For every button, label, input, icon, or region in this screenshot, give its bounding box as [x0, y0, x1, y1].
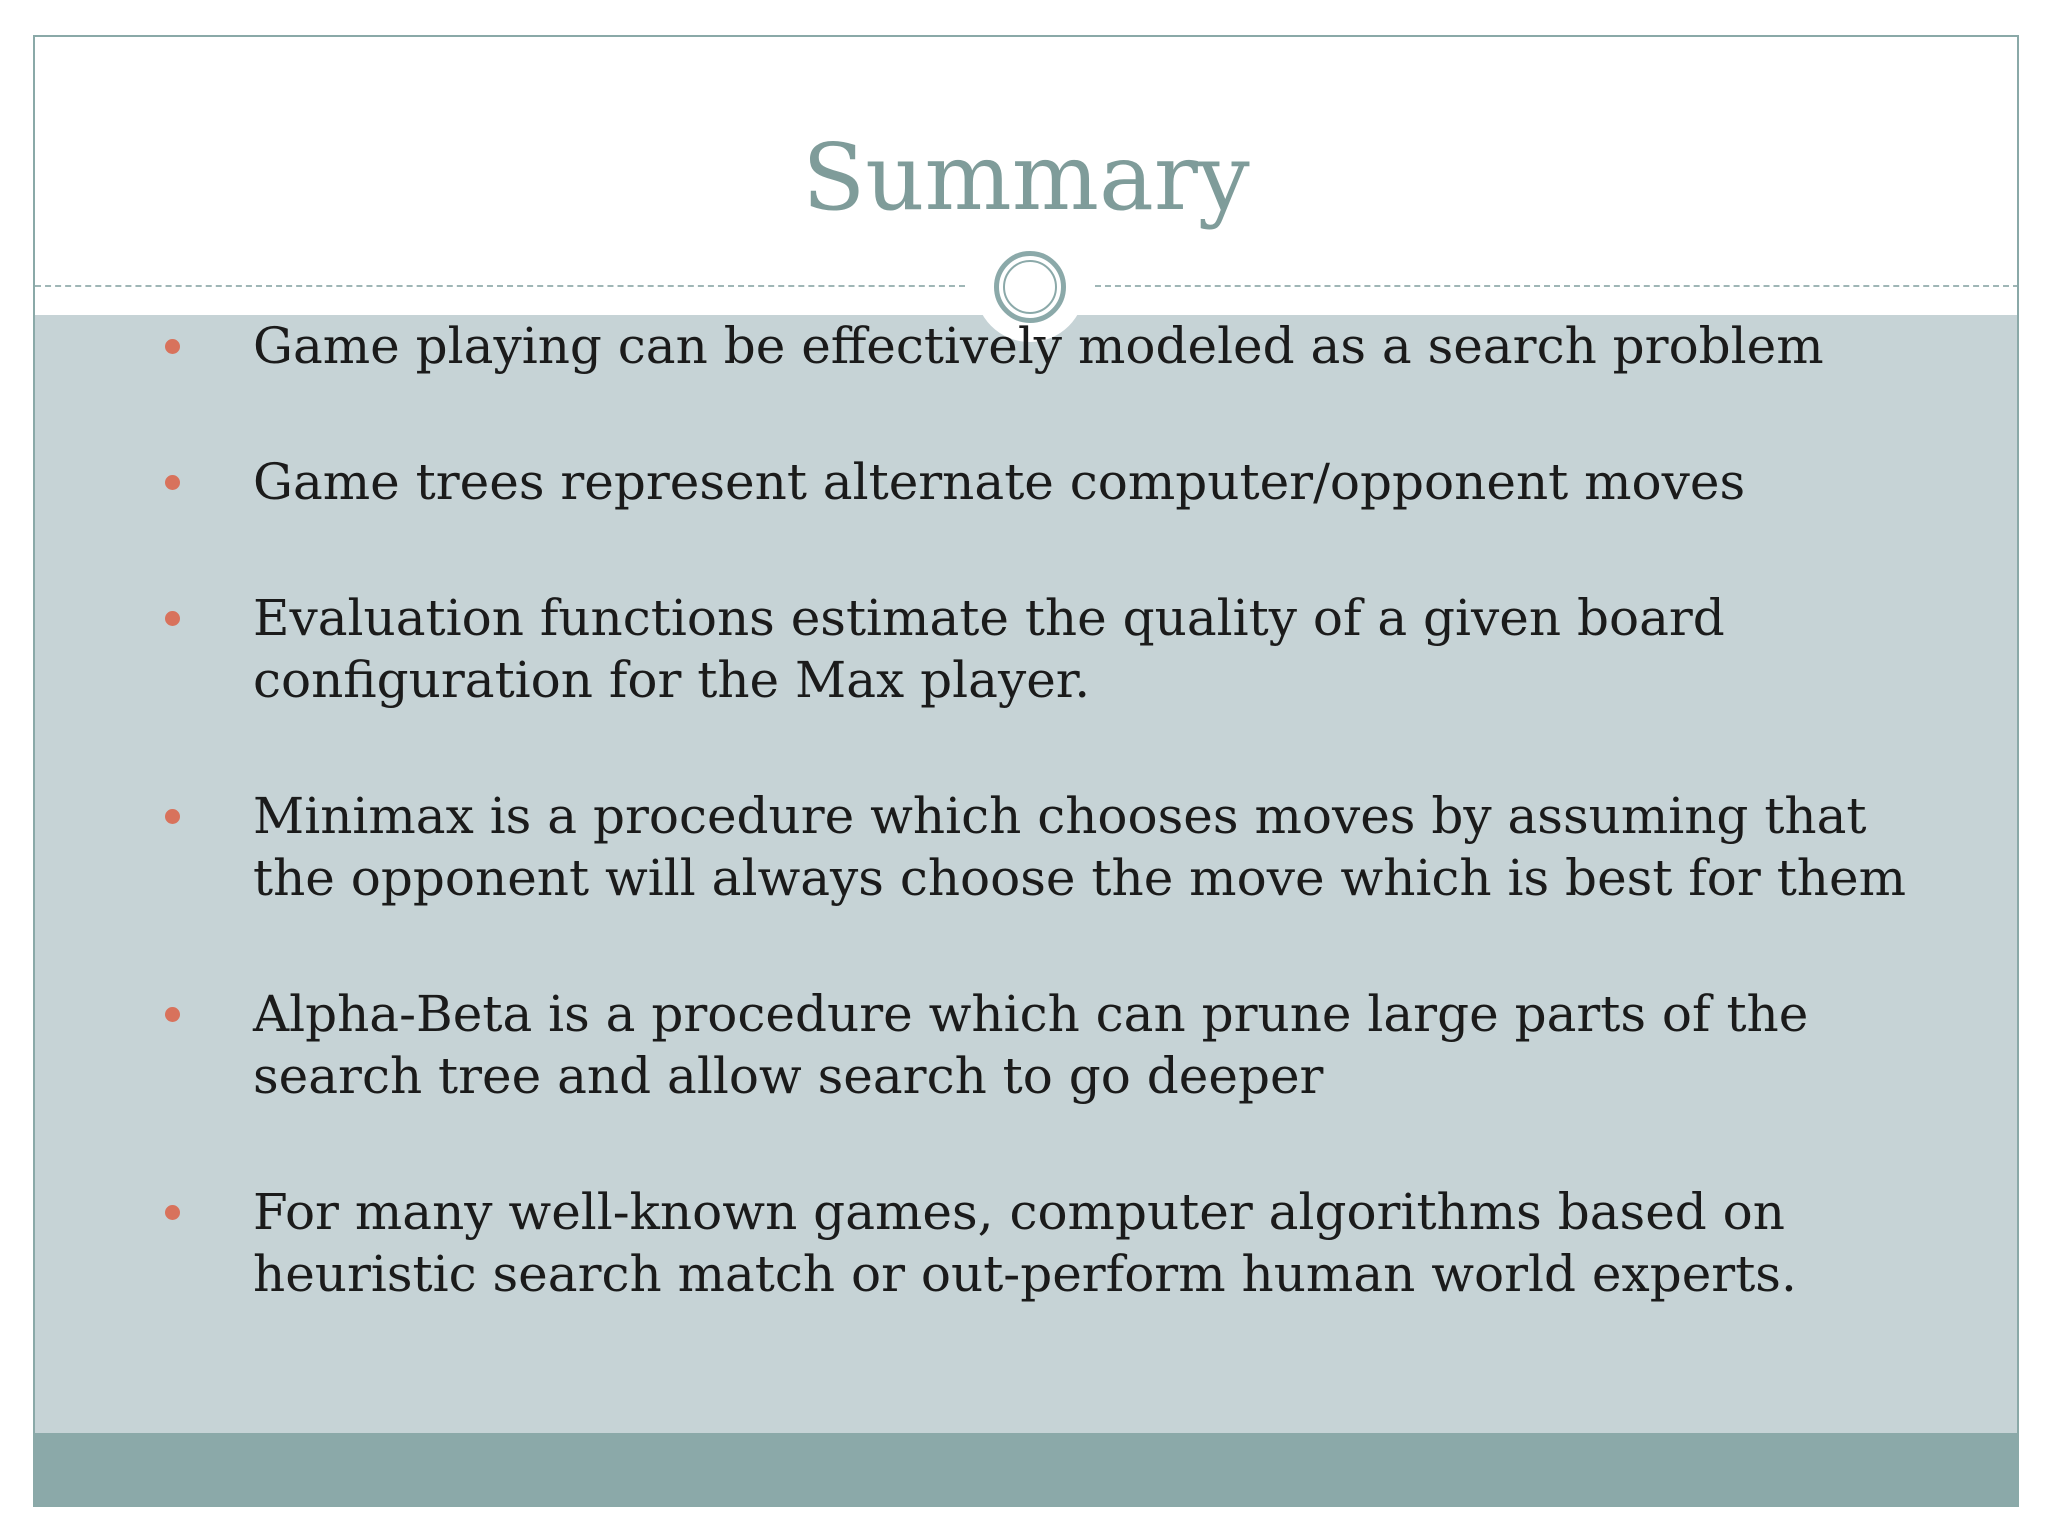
list-item	[165, 587, 1945, 711]
ring-ornament-icon	[994, 251, 1066, 323]
bullet-text: Game playing can be effectively modeled as a search problem	[253, 317, 1824, 375]
title-divider-left	[35, 285, 965, 287]
dot-bullet-icon	[165, 1205, 180, 1220]
dot-bullet-icon	[165, 611, 180, 626]
dot-bullet-icon	[165, 475, 180, 490]
list-item	[165, 315, 1945, 377]
slide-title: Summary	[802, 124, 1250, 231]
list-item	[165, 451, 1945, 513]
slide	[33, 35, 2019, 1507]
dot-bullet-icon	[165, 1007, 180, 1022]
bullet-list	[165, 315, 1945, 1379]
bullet-text: Evaluation functions estimate the quality of a given board configuration for the Max player.	[253, 589, 1725, 709]
bullet-text: Game trees represent alternate computer/opponent moves	[253, 453, 1746, 511]
bullet-text: Alpha-Beta is a procedure which can prune large parts of the search tree and allow search to go deeper	[253, 985, 1809, 1105]
title-divider-right	[1095, 285, 2019, 287]
dot-bullet-icon	[165, 809, 180, 824]
bottom-bar	[35, 1433, 2017, 1505]
bullet-text: Minimax is a procedure which chooses moves by assuming that the opponent will always choose the move which is best for them	[253, 787, 1907, 907]
bullet-text: For many well-known games, computer algorithms based on heuristic search match or out-perform human world experts.	[253, 1183, 1797, 1303]
dot-bullet-icon	[165, 339, 180, 354]
list-item	[165, 983, 1945, 1107]
list-item	[165, 1181, 1945, 1305]
list-item	[165, 785, 1945, 909]
